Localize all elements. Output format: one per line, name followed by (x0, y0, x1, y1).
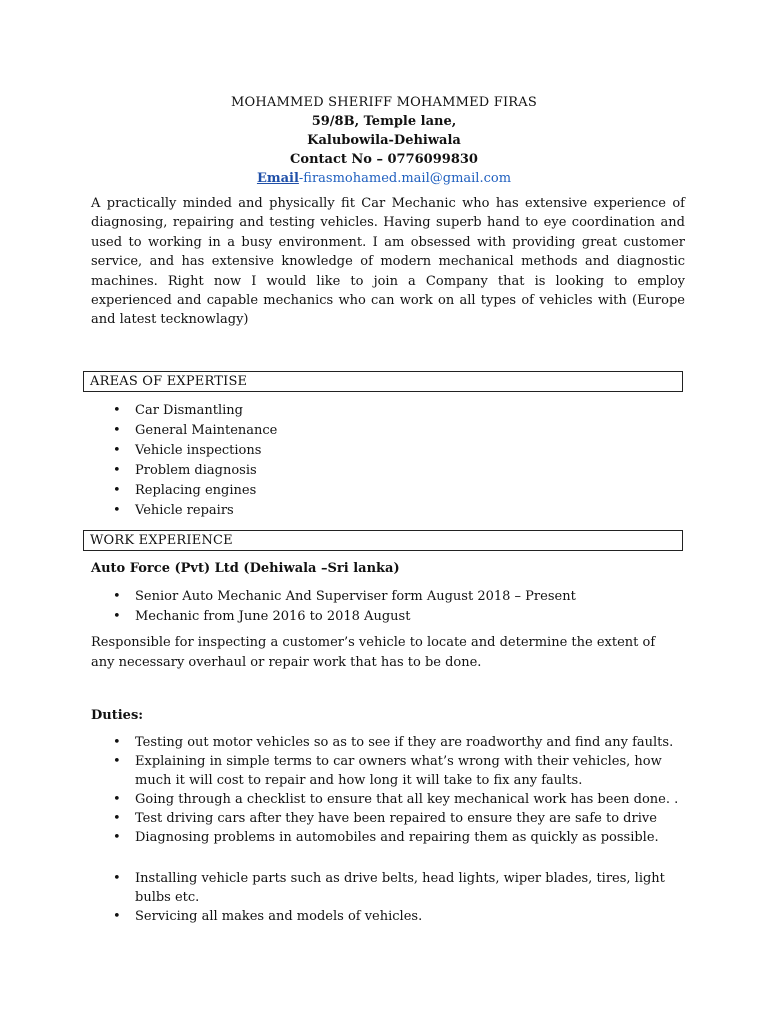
email-label: Email (256, 171, 299, 186)
list-item: • Car Dismantling (110, 401, 690, 421)
experience-heading: WORK EXPERIENCE (90, 533, 233, 548)
expertise-heading: AREAS OF EXPERTISE (90, 374, 248, 389)
expertise-list (110, 401, 690, 521)
roles-list (110, 587, 690, 627)
company-name: Auto Force (Pvt) Ltd (Dehiwala –Sri lanka) (91, 561, 400, 576)
list-item: • Test driving cars after they have been repaired to ensure they are safe to drive (110, 809, 690, 828)
list-item: • Vehicle inspections (110, 441, 690, 461)
email-link[interactable]: -firasmohamed.mail@gmail.com (298, 171, 512, 186)
address-line-2: Kalubowila-Dehiwala (307, 133, 461, 148)
duties-list-continued (110, 869, 690, 926)
address-line-1: 59/8B, Temple lane, (311, 114, 457, 129)
list-item: • General Maintenance (110, 421, 690, 441)
list-item: • Servicing all makes and models of vehicles. (110, 907, 690, 926)
duties-heading: Duties: (91, 708, 144, 723)
candidate-name: MOHAMMED SHERIFF MOHAMMED FIRAS (231, 95, 537, 110)
list-item: • Testing out motor vehicles so as to see if they are roadworthy and find any faults. (110, 733, 690, 752)
list-item: • Mechanic from June 2016 to 2018 August (110, 607, 690, 627)
list-item: • Installing vehicle parts such as drive belts, head lights, wiper blades, tires, light bulbs etc. (110, 869, 690, 907)
contact-number: Contact No – 0776099830 (290, 152, 478, 167)
list-item: • Explaining in simple terms to car owners what’s wrong with their vehicles, how much it will cost to repair and how long it will take to fix any faults. (110, 752, 690, 790)
list-item: • Senior Auto Mechanic And Superviser form August 2018 – Present (110, 587, 690, 607)
list-item: • Problem diagnosis (110, 461, 690, 481)
email-line (0, 169, 768, 188)
list-item: • Diagnosing problems in automobiles and repairing them as quickly as possible. (110, 828, 690, 847)
contact-header (0, 93, 768, 188)
duties-list (110, 733, 690, 847)
list-item: • Replacing engines (110, 481, 690, 501)
list-item: • Going through a checklist to ensure that all key mechanical work has been done. . (110, 790, 690, 809)
list-item: • Vehicle repairs (110, 501, 690, 521)
expertise-heading-box (83, 371, 683, 392)
role-description: Responsible for inspecting a customer’s vehicle to locate and determine the extent of any necessary overhaul or repair work that has to be done. (91, 635, 656, 670)
profile-summary: A practically minded and physically fit Car Mechanic who has extensive experience of diagnosing, repairing and testing vehicles. Having superb hand to eye coordination and used to working in a busy environment. I am obsessed with providing great customer service, and has extensive knowledge of modern mechanical methods and diagnostic machines. Right now I would like to join a Company that is looking to employ experienced and capable mechanics who can work on all types of vehicles with (Europe and latest tecknowlagy) (91, 196, 685, 328)
experience-heading-box (83, 530, 683, 551)
